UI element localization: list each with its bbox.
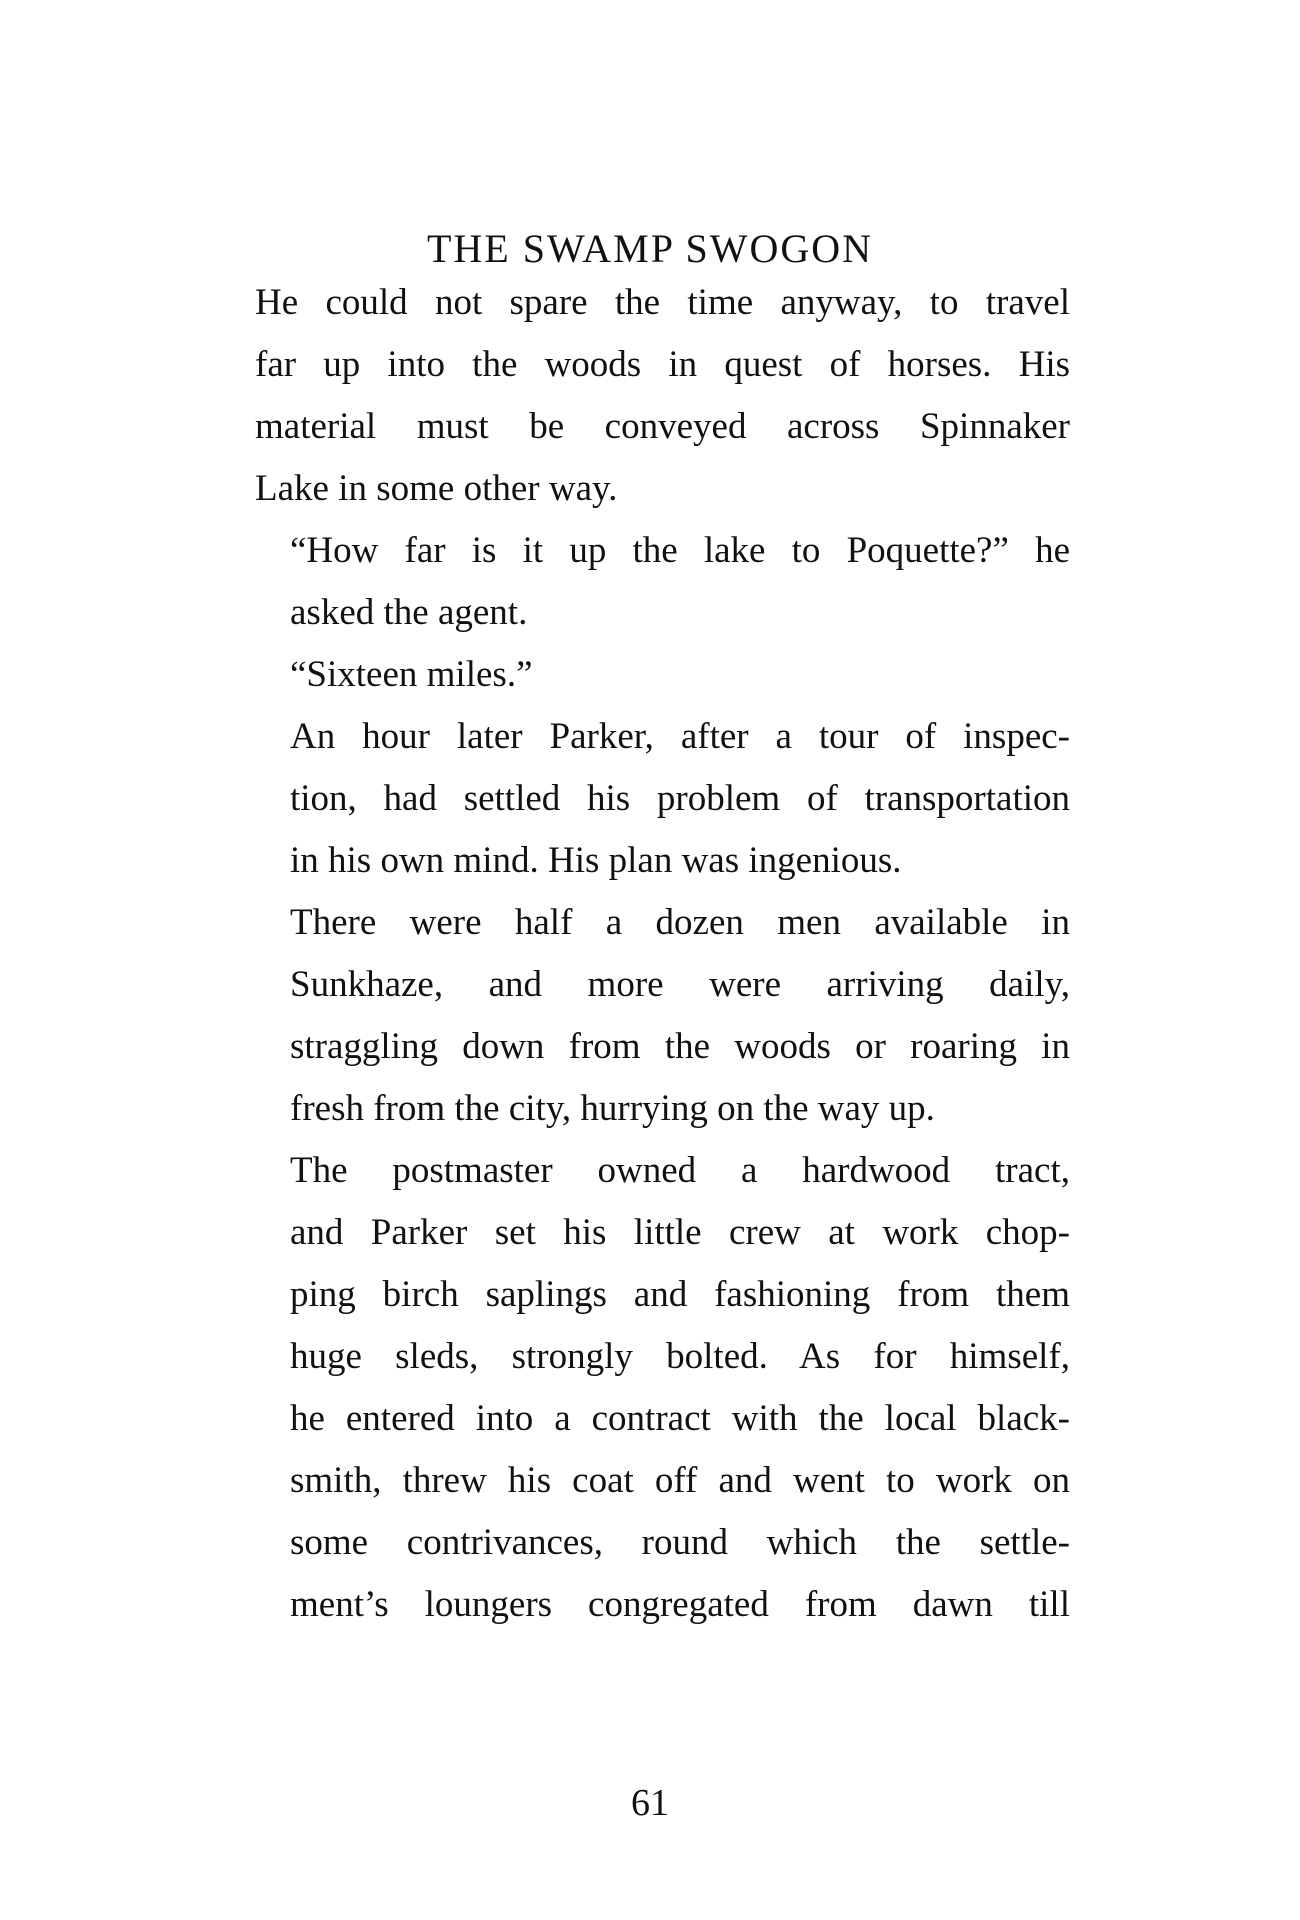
text-line: Lake in some other way. (255, 468, 618, 509)
page-number: 61 (631, 1782, 669, 1824)
paragraph-5 (255, 892, 1070, 1140)
paragraph-6 (255, 1140, 1070, 1636)
text-line: ment’s loungers congregated from dawn till (290, 1584, 1070, 1625)
text-line: smith, threw his coat off and went to work on (290, 1460, 1070, 1501)
text-line: far up into the woods in quest of horses. His (255, 344, 1070, 385)
text-line: asked the agent. (290, 592, 528, 633)
text-line: and Parker set his little crew at work chop- (290, 1212, 1070, 1253)
text-line: There were half a dozen men available in (290, 902, 1070, 943)
text-line: tion, had settled his problem of transportation (290, 778, 1070, 819)
text-line: material must be conveyed across Spinnaker (255, 406, 1070, 447)
running-title: THE SWAMP SWOGON (426, 226, 874, 271)
text-line: in his own mind. His plan was ingenious. (290, 840, 902, 881)
paragraph-4 (255, 706, 1070, 892)
text-line: “How far is it up the lake to Poquette?” he (290, 530, 1070, 571)
paragraph-2 (255, 520, 1070, 644)
text-line: Sunkhaze, and more were arriving daily, (290, 964, 1070, 1005)
text-line: An hour later Parker, after a tour of inspec- (290, 716, 1070, 757)
text-line: “Sixteen miles.” (290, 654, 533, 695)
paragraph-3 (255, 644, 1070, 706)
text-line: straggling down from the woods or roaring in (290, 1026, 1070, 1067)
text-line: he entered into a contract with the local black- (290, 1398, 1070, 1439)
text-line: huge sleds, strongly bolted. As for himself, (290, 1336, 1070, 1377)
body-text (255, 272, 1070, 1636)
text-line: The postmaster owned a hardwood tract, (290, 1150, 1070, 1191)
paragraph-1 (255, 272, 1070, 520)
text-line: some contrivances, round which the settle- (290, 1522, 1070, 1563)
text-line: fresh from the city, hurrying on the way up. (290, 1088, 935, 1129)
text-line: ping birch saplings and fashioning from them (290, 1274, 1070, 1315)
text-line: He could not spare the time anyway, to travel (255, 282, 1070, 323)
